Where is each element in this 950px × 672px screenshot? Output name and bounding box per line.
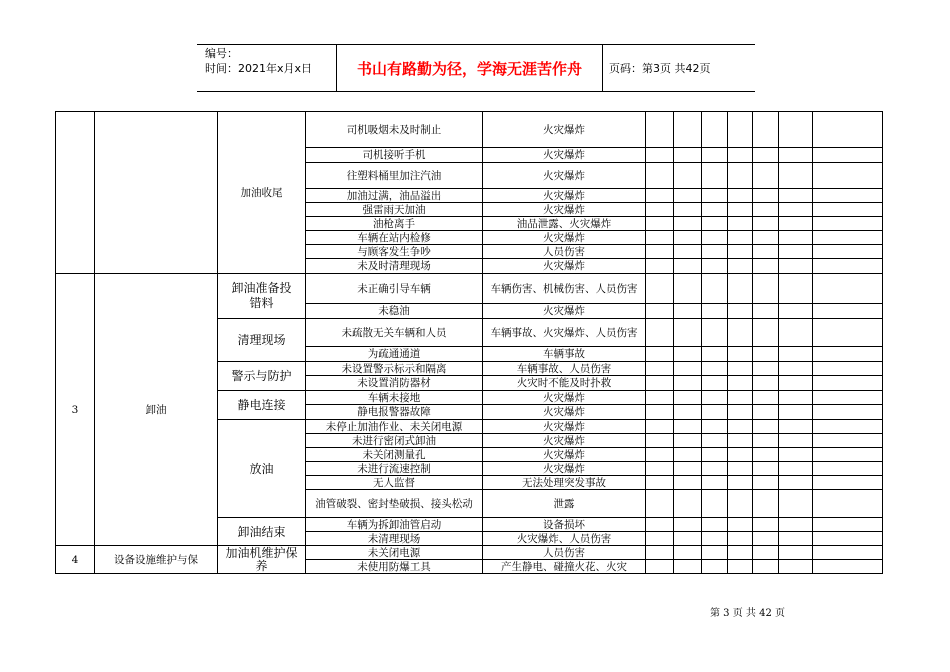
empty-assessment-cell (646, 148, 674, 163)
empty-assessment-cell (779, 304, 813, 319)
hazard-cell: 产生静电、碰撞火花、火灾 (483, 560, 646, 574)
hazard-cell: 油品泄露、火灾爆炸 (483, 217, 646, 231)
empty-assessment-cell (779, 448, 813, 462)
empty-assessment-cell (646, 376, 674, 391)
empty-assessment-cell (753, 347, 779, 362)
empty-assessment-cell (674, 434, 702, 448)
empty-assessment-cell (646, 245, 674, 259)
empty-assessment-cell (813, 347, 883, 362)
hazard-cell: 火灾爆炸 (483, 391, 646, 405)
hazard-cell: 人员伤害 (483, 245, 646, 259)
empty-assessment-cell (674, 304, 702, 319)
empty-assessment-cell (674, 189, 702, 203)
empty-assessment-cell (813, 490, 883, 518)
empty-assessment-cell (779, 112, 813, 148)
sub-step-cell: 卸油结束 (218, 518, 306, 546)
empty-assessment-cell (702, 112, 728, 148)
category-cell (95, 112, 218, 274)
empty-assessment-cell (728, 231, 753, 245)
empty-assessment-cell (674, 319, 702, 347)
hazard-cell: 人员伤害 (483, 546, 646, 560)
empty-assessment-cell (702, 217, 728, 231)
cause-cell: 加油过满，油品溢出 (306, 189, 483, 203)
cause-cell: 强雷雨天加油 (306, 203, 483, 217)
risk-table (55, 111, 883, 574)
empty-assessment-cell (674, 148, 702, 163)
hazard-cell: 火灾爆炸 (483, 148, 646, 163)
empty-assessment-cell (813, 376, 883, 391)
sub-step-cell: 清理现场 (218, 319, 306, 362)
empty-assessment-cell (674, 376, 702, 391)
table-row (56, 112, 883, 148)
cause-cell: 未关闭电源 (306, 546, 483, 560)
empty-assessment-cell (813, 231, 883, 245)
time-label: 时间：2021年x月x日 (205, 62, 313, 75)
empty-assessment-cell (646, 231, 674, 245)
empty-assessment-cell (646, 217, 674, 231)
empty-assessment-cell (753, 462, 779, 476)
empty-assessment-cell (813, 448, 883, 462)
empty-assessment-cell (674, 546, 702, 560)
empty-assessment-cell (728, 546, 753, 560)
hazard-cell: 火灾爆炸 (483, 434, 646, 448)
empty-assessment-cell (702, 448, 728, 462)
cause-cell: 司机接听手机 (306, 148, 483, 163)
empty-assessment-cell (728, 217, 753, 231)
hazard-cell: 火灾爆炸 (483, 405, 646, 420)
cause-cell (306, 490, 483, 518)
empty-assessment-cell (646, 203, 674, 217)
empty-assessment-cell (728, 476, 753, 490)
page-footer: 第 3 页 共 42 页 (710, 608, 785, 619)
empty-assessment-cell (753, 319, 779, 347)
empty-assessment-cell (813, 148, 883, 163)
empty-assessment-cell (646, 476, 674, 490)
empty-assessment-cell (779, 245, 813, 259)
empty-assessment-cell (646, 490, 674, 518)
empty-assessment-cell (813, 362, 883, 376)
hazard-cell: 火灾时不能及时扑救 (483, 376, 646, 391)
empty-assessment-cell (813, 560, 883, 574)
empty-assessment-cell (674, 476, 702, 490)
cause-cell: 未设置消防器材 (306, 376, 483, 391)
empty-assessment-cell (702, 304, 728, 319)
empty-assessment-cell (813, 532, 883, 546)
cause-cell: 无人监督 (306, 476, 483, 490)
empty-assessment-cell (728, 347, 753, 362)
cause-cell: 静电报警器故障 (306, 405, 483, 420)
empty-assessment-cell (674, 532, 702, 546)
empty-assessment-cell (728, 448, 753, 462)
empty-assessment-cell (813, 274, 883, 304)
cause-cell: 车辆未接地 (306, 391, 483, 405)
empty-assessment-cell (702, 405, 728, 420)
hazard-cell: 车辆事故 (483, 347, 646, 362)
empty-assessment-cell (753, 546, 779, 560)
hazard-cell: 无法处理突发事故 (483, 476, 646, 490)
cause-cell: 往塑料桶里加注汽油 (306, 163, 483, 189)
empty-assessment-cell (779, 189, 813, 203)
empty-assessment-cell (753, 405, 779, 420)
empty-assessment-cell (779, 148, 813, 163)
empty-assessment-cell (753, 434, 779, 448)
empty-assessment-cell (813, 518, 883, 532)
hazard-cell: 火灾爆炸、人员伤害 (483, 532, 646, 546)
empty-assessment-cell (779, 217, 813, 231)
empty-assessment-cell (674, 448, 702, 462)
empty-assessment-cell (779, 347, 813, 362)
empty-assessment-cell (674, 362, 702, 376)
empty-assessment-cell (702, 546, 728, 560)
empty-assessment-cell (779, 405, 813, 420)
cause-cell: 未疏散无关车辆和人员 (306, 319, 483, 347)
empty-assessment-cell (702, 560, 728, 574)
empty-assessment-cell (753, 231, 779, 245)
empty-assessment-cell (753, 259, 779, 274)
hazard-cell: 火灾爆炸 (483, 203, 646, 217)
sub-step-cell: 加油收尾 (218, 112, 306, 274)
empty-assessment-cell (674, 231, 702, 245)
hazard-cell: 火灾爆炸 (483, 462, 646, 476)
empty-assessment-cell (674, 274, 702, 304)
sub-step-text: 加油机维护保养 (225, 545, 298, 573)
hazard-cell: 火灾爆炸 (483, 448, 646, 462)
empty-assessment-cell (702, 163, 728, 189)
empty-assessment-cell (674, 462, 702, 476)
empty-assessment-cell (753, 490, 779, 518)
hazard-cell: 设备损坏 (483, 518, 646, 532)
empty-assessment-cell (813, 163, 883, 189)
sub-step-cell: 放油 (218, 420, 306, 518)
empty-assessment-cell (674, 560, 702, 574)
empty-assessment-cell (646, 462, 674, 476)
empty-assessment-cell (753, 376, 779, 391)
empty-assessment-cell (728, 434, 753, 448)
empty-assessment-cell (728, 532, 753, 546)
empty-assessment-cell (779, 420, 813, 434)
empty-assessment-cell (779, 560, 813, 574)
hazard-cell: 车辆事故、人员伤害 (483, 362, 646, 376)
empty-assessment-cell (728, 319, 753, 347)
empty-assessment-cell (779, 490, 813, 518)
slogan: 书山有路勤为径，学海无涯苦作舟 (337, 45, 603, 91)
empty-assessment-cell (753, 274, 779, 304)
cause-cell: 未清理现场 (306, 532, 483, 546)
empty-assessment-cell (646, 532, 674, 546)
empty-assessment-cell (646, 405, 674, 420)
empty-assessment-cell (728, 362, 753, 376)
empty-assessment-cell (702, 148, 728, 163)
empty-assessment-cell (813, 476, 883, 490)
empty-assessment-cell (674, 405, 702, 420)
empty-assessment-cell (753, 448, 779, 462)
empty-assessment-cell (779, 391, 813, 405)
empty-assessment-cell (674, 490, 702, 518)
empty-assessment-cell (646, 362, 674, 376)
hazard-cell: 火灾爆炸 (483, 304, 646, 319)
cause-cell: 未正确引导车辆 (306, 274, 483, 304)
empty-assessment-cell (646, 347, 674, 362)
item-number-cell (56, 112, 95, 274)
empty-assessment-cell (646, 274, 674, 304)
cause-cell: 未停止加油作业、未关闭电源 (306, 420, 483, 434)
empty-assessment-cell (753, 217, 779, 231)
empty-assessment-cell (702, 518, 728, 532)
hazard-cell: 火灾爆炸 (483, 420, 646, 434)
number-label: 编号： (205, 47, 238, 60)
empty-assessment-cell (813, 462, 883, 476)
empty-assessment-cell (702, 319, 728, 347)
empty-assessment-cell (728, 148, 753, 163)
hazard-cell: 火灾爆炸 (483, 112, 646, 148)
cause-cell: 车辆在站内检修 (306, 231, 483, 245)
cause-cell: 未进行密闭式卸油 (306, 434, 483, 448)
empty-assessment-cell (813, 189, 883, 203)
item-number-cell: 3 (56, 274, 95, 546)
empty-assessment-cell (813, 259, 883, 274)
empty-assessment-cell (753, 420, 779, 434)
empty-assessment-cell (702, 490, 728, 518)
hazard-cell (483, 319, 646, 347)
sub-step-cell (218, 546, 306, 574)
empty-assessment-cell (728, 462, 753, 476)
cause-cell: 与顾客发生争吵 (306, 245, 483, 259)
empty-assessment-cell (646, 259, 674, 274)
empty-assessment-cell (779, 203, 813, 217)
empty-assessment-cell (753, 560, 779, 574)
cause-cell: 未关闭测量孔 (306, 448, 483, 462)
empty-assessment-cell (779, 462, 813, 476)
category-cell: 设备设施维护与保 (95, 546, 218, 574)
empty-assessment-cell (728, 304, 753, 319)
empty-assessment-cell (728, 490, 753, 518)
empty-assessment-cell (674, 112, 702, 148)
empty-assessment-cell (753, 148, 779, 163)
empty-assessment-cell (813, 391, 883, 405)
empty-assessment-cell (702, 274, 728, 304)
empty-assessment-cell (813, 245, 883, 259)
empty-assessment-cell (702, 259, 728, 274)
sub-step-text: 卸油准备投错料 (231, 281, 292, 310)
hazard-cell: 泄露 (483, 490, 646, 518)
empty-assessment-cell (753, 532, 779, 546)
empty-assessment-cell (753, 362, 779, 376)
cause-text: 油管破裂、密封垫破损、接头松动 (315, 497, 473, 510)
empty-assessment-cell (753, 476, 779, 490)
empty-assessment-cell (702, 476, 728, 490)
empty-assessment-cell (728, 405, 753, 420)
cause-cell: 未设置警示标示和隔离 (306, 362, 483, 376)
empty-assessment-cell (728, 420, 753, 434)
empty-assessment-cell (702, 189, 728, 203)
empty-assessment-cell (702, 462, 728, 476)
empty-assessment-cell (646, 546, 674, 560)
page-header (197, 44, 755, 92)
empty-assessment-cell (813, 112, 883, 148)
empty-assessment-cell (646, 189, 674, 203)
empty-assessment-cell (674, 347, 702, 362)
cause-cell: 油枪离手 (306, 217, 483, 231)
empty-assessment-cell (753, 112, 779, 148)
empty-assessment-cell (779, 231, 813, 245)
empty-assessment-cell (646, 518, 674, 532)
empty-assessment-cell (728, 391, 753, 405)
cause-cell: 未及时清理现场 (306, 259, 483, 274)
empty-assessment-cell (779, 376, 813, 391)
hazard-cell (483, 274, 646, 304)
empty-assessment-cell (728, 376, 753, 391)
empty-assessment-cell (753, 189, 779, 203)
empty-assessment-cell (674, 391, 702, 405)
empty-assessment-cell (779, 434, 813, 448)
empty-assessment-cell (779, 274, 813, 304)
empty-assessment-cell (728, 560, 753, 574)
empty-assessment-cell (813, 319, 883, 347)
header-meta (197, 45, 337, 91)
empty-assessment-cell (813, 304, 883, 319)
empty-assessment-cell (728, 203, 753, 217)
empty-assessment-cell (728, 163, 753, 189)
empty-assessment-cell (779, 518, 813, 532)
empty-assessment-cell (702, 362, 728, 376)
empty-assessment-cell (702, 391, 728, 405)
empty-assessment-cell (702, 376, 728, 391)
table-row (56, 546, 883, 560)
cause-cell: 车辆为拆卸油管启动 (306, 518, 483, 532)
empty-assessment-cell (646, 319, 674, 347)
hazard-cell: 火灾爆炸 (483, 189, 646, 203)
empty-assessment-cell (813, 434, 883, 448)
empty-assessment-cell (813, 420, 883, 434)
empty-assessment-cell (674, 245, 702, 259)
hazard-text: 车辆事故、火灾爆炸、人员伤害 (490, 326, 638, 339)
empty-assessment-cell (753, 163, 779, 189)
sub-step-cell: 静电连接 (218, 391, 306, 420)
empty-assessment-cell (779, 259, 813, 274)
hazard-cell: 火灾爆炸 (483, 163, 646, 189)
empty-assessment-cell (779, 319, 813, 347)
hazard-text: 车辆伤害、机械伤害、人员伤害 (490, 282, 638, 295)
table-row (56, 274, 883, 304)
hazard-cell: 火灾爆炸 (483, 231, 646, 245)
empty-assessment-cell (753, 391, 779, 405)
cause-cell: 司机吸烟未及时制止 (306, 112, 483, 148)
empty-assessment-cell (779, 532, 813, 546)
empty-assessment-cell (702, 245, 728, 259)
empty-assessment-cell (753, 245, 779, 259)
empty-assessment-cell (728, 274, 753, 304)
empty-assessment-cell (646, 112, 674, 148)
empty-assessment-cell (646, 448, 674, 462)
empty-assessment-cell (702, 532, 728, 546)
empty-assessment-cell (674, 163, 702, 189)
empty-assessment-cell (674, 217, 702, 231)
empty-assessment-cell (646, 560, 674, 574)
empty-assessment-cell (753, 304, 779, 319)
empty-assessment-cell (813, 217, 883, 231)
empty-assessment-cell (813, 546, 883, 560)
empty-assessment-cell (728, 189, 753, 203)
empty-assessment-cell (674, 518, 702, 532)
empty-assessment-cell (702, 231, 728, 245)
empty-assessment-cell (646, 420, 674, 434)
empty-assessment-cell (813, 405, 883, 420)
empty-assessment-cell (674, 259, 702, 274)
sub-step-cell: 警示与防护 (218, 362, 306, 391)
empty-assessment-cell (702, 347, 728, 362)
empty-assessment-cell (779, 163, 813, 189)
empty-assessment-cell (728, 518, 753, 532)
empty-assessment-cell (728, 245, 753, 259)
category-cell: 卸油 (95, 274, 218, 546)
empty-assessment-cell (702, 420, 728, 434)
empty-assessment-cell (813, 203, 883, 217)
hazard-cell: 火灾爆炸 (483, 259, 646, 274)
page-code: 页码：第3页 共42页 (609, 62, 711, 75)
cause-cell: 未使用防爆工具 (306, 560, 483, 574)
empty-assessment-cell (753, 203, 779, 217)
empty-assessment-cell (702, 203, 728, 217)
cause-cell: 未进行流速控制 (306, 462, 483, 476)
sub-step-cell (218, 274, 306, 319)
empty-assessment-cell (779, 546, 813, 560)
empty-assessment-cell (753, 518, 779, 532)
cause-cell: 未稳油 (306, 304, 483, 319)
empty-assessment-cell (674, 203, 702, 217)
empty-assessment-cell (646, 434, 674, 448)
empty-assessment-cell (779, 476, 813, 490)
empty-assessment-cell (674, 420, 702, 434)
empty-assessment-cell (728, 259, 753, 274)
empty-assessment-cell (728, 112, 753, 148)
item-number-cell: 4 (56, 546, 95, 574)
empty-assessment-cell (702, 434, 728, 448)
cause-cell: 为疏通通道 (306, 347, 483, 362)
empty-assessment-cell (646, 391, 674, 405)
empty-assessment-cell (646, 163, 674, 189)
empty-assessment-cell (779, 362, 813, 376)
empty-assessment-cell (646, 304, 674, 319)
